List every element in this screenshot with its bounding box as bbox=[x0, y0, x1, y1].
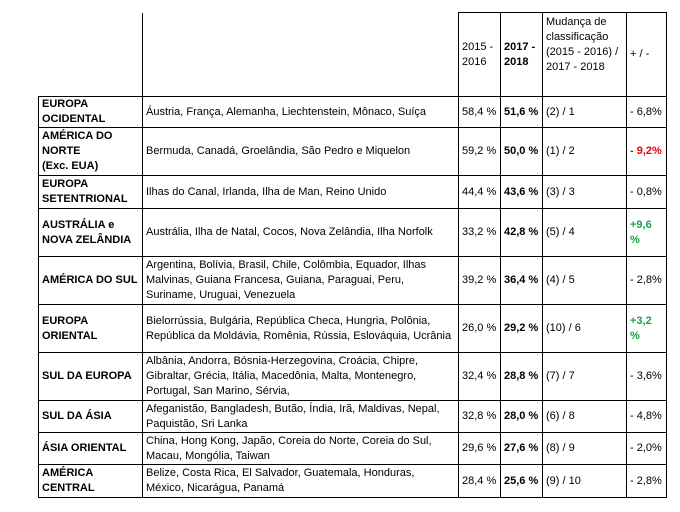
header-blank bbox=[143, 13, 459, 97]
table-row bbox=[39, 176, 667, 209]
region-cell bbox=[39, 305, 143, 353]
value-2015-2016: 58,4 % bbox=[459, 97, 501, 128]
countries-cell bbox=[143, 176, 459, 209]
value-2017-2018: 50,0 % bbox=[501, 128, 543, 176]
countries-cell bbox=[143, 257, 459, 305]
change-value: - 2,8% bbox=[627, 465, 667, 498]
rank-change: (2) / 1 bbox=[543, 97, 627, 128]
rank-change: (1) / 2 bbox=[543, 128, 627, 176]
table-row bbox=[39, 128, 667, 176]
region-cell bbox=[39, 209, 143, 257]
header-plus-minus-label: + / - bbox=[630, 48, 650, 60]
table-row bbox=[39, 353, 667, 401]
rank-change: (8) / 9 bbox=[543, 433, 627, 465]
region-cell bbox=[39, 128, 143, 176]
change-value: - 9,2% bbox=[627, 128, 667, 176]
countries-list: Áustria, França, Alemanha, Liechtenstein, Mônaco, Suíça bbox=[146, 105, 427, 118]
table-row bbox=[39, 257, 667, 305]
countries-cell bbox=[143, 97, 459, 128]
rank-change: (7) / 7 bbox=[543, 353, 627, 401]
rank-change: (3) / 3 bbox=[543, 176, 627, 209]
region-name: AMÉRICA CENTRAL bbox=[42, 467, 95, 494]
region-name: ÁSIA ORIENTAL bbox=[42, 442, 127, 454]
value-2017-2018: 43,6 % bbox=[501, 176, 543, 209]
region-name: EUROPA OCIDENTAL bbox=[42, 98, 106, 125]
region-cell bbox=[39, 353, 143, 401]
value-2017-2018: 25,6 % bbox=[501, 465, 543, 498]
countries-cell bbox=[143, 465, 459, 498]
header-plus-minus bbox=[627, 13, 667, 97]
change-value: - 2,8% bbox=[627, 257, 667, 305]
value-2015-2016: 26,0 % bbox=[459, 305, 501, 353]
region-name: AMÉRICA DO NORTE bbox=[42, 130, 113, 157]
region-name: SUL DA EUROPA bbox=[42, 370, 132, 382]
change-value: +3,2 % bbox=[627, 305, 667, 353]
value-2017-2018: 29,2 % bbox=[501, 305, 543, 353]
value-2017-2018: 27,6 % bbox=[501, 433, 543, 465]
region-cell bbox=[39, 257, 143, 305]
header-2017-2018 bbox=[501, 13, 543, 97]
countries-cell bbox=[143, 209, 459, 257]
table-row bbox=[39, 97, 667, 128]
region-name: AMÉRICA DO SUL bbox=[42, 274, 138, 286]
countries-list: Ilhas do Canal, Irlanda, Ilha de Man, Reino Unido bbox=[146, 185, 387, 198]
value-2017-2018: 28,8 % bbox=[501, 353, 543, 401]
rank-change: (4) / 5 bbox=[543, 257, 627, 305]
countries-list: Bermuda, Canadá, Groelândia, São Pedro e Miquelon bbox=[146, 145, 411, 157]
change-value: - 0,8% bbox=[627, 176, 667, 209]
countries-cell bbox=[143, 305, 459, 353]
rank-change: (10) / 6 bbox=[543, 305, 627, 353]
region-name: EUROPA ORIENTAL bbox=[42, 314, 98, 342]
change-value: - 2,0% bbox=[627, 433, 667, 465]
table-row bbox=[39, 465, 667, 498]
change-value: - 6,8% bbox=[627, 97, 667, 128]
header-rank-change bbox=[543, 13, 627, 97]
region-cell bbox=[39, 465, 143, 498]
countries-cell bbox=[143, 401, 459, 433]
region-cell bbox=[39, 97, 143, 128]
value-2015-2016: 39,2 % bbox=[459, 257, 501, 305]
header-rank-change-label: Mudança de classificação (2015 - 2016) / 2017 - 2018 bbox=[546, 16, 619, 73]
header-blank bbox=[39, 13, 143, 97]
header-2015-2016 bbox=[459, 13, 501, 97]
countries-cell bbox=[143, 353, 459, 401]
header-2017-2018-label: 2017 - 2018 bbox=[504, 40, 536, 68]
rank-change: (9) / 10 bbox=[543, 465, 627, 498]
rank-change: (6) / 8 bbox=[543, 401, 627, 433]
countries-list: Albânia, Andorra, Bósnia-Herzegovina, Croácia, Chipre, Gibraltar, Grécia, Itália, Macedônia, Malta, Montenegro, Portugal, San Marino, Sérvia, bbox=[146, 355, 419, 397]
region-name: AUSTRÁLIA e NOVA ZELÂNDIA bbox=[42, 218, 132, 246]
region-cell bbox=[39, 401, 143, 433]
table-row bbox=[39, 305, 667, 353]
table-row bbox=[39, 209, 667, 257]
countries-cell bbox=[143, 433, 459, 465]
value-2015-2016: 44,4 % bbox=[459, 176, 501, 209]
countries-list: Afeganistão, Bangladesh, Butão, Índia, Irã, Maldivas, Nepal, Paquistão, Sri Lanka bbox=[146, 402, 440, 430]
region-note: (Exc. EUA) bbox=[42, 160, 99, 172]
header-row bbox=[39, 13, 667, 97]
value-2017-2018: 28,0 % bbox=[501, 401, 543, 433]
change-value: +9,6 % bbox=[627, 209, 667, 257]
countries-list: Austrália, Ilha de Natal, Cocos, Nova Zelândia, Ilha Norfolk bbox=[146, 226, 433, 238]
table-row bbox=[39, 401, 667, 433]
value-2017-2018: 42,8 % bbox=[501, 209, 543, 257]
header-2015-2016-label: 2015 - 2016 bbox=[462, 40, 494, 68]
countries-list: Argentina, Bolívia, Brasil, Chile, Colômbia, Equador, Ilhas Malvinas, Guiana Francesa, Guiana, Paraguai, Peru, Suriname, Uruguai, Venezuela bbox=[146, 259, 427, 301]
value-2015-2016: 28,4 % bbox=[459, 465, 501, 498]
countries-list: China, Hong Kong, Japão, Coreia do Norte, Coreia do Sul, Macau, Mongólia, Taiwan bbox=[146, 434, 432, 462]
countries-list: Belize, Costa Rica, El Salvador, Guatemala, Honduras, México, Nicarágua, Panamá bbox=[146, 467, 415, 494]
region-name: EUROPA SETENTRIONAL bbox=[42, 178, 128, 205]
region-cell bbox=[39, 176, 143, 209]
countries-list: Bielorrússia, Bulgária, República Checa, Hungria, Polônia, República da Moldávia, Romênia, Rússia, Eslováquia, Ucrânia bbox=[146, 314, 452, 342]
value-2015-2016: 32,4 % bbox=[459, 353, 501, 401]
ranking-table bbox=[38, 12, 667, 498]
value-2015-2016: 33,2 % bbox=[459, 209, 501, 257]
change-value: - 4,8% bbox=[627, 401, 667, 433]
value-2015-2016: 29,6 % bbox=[459, 433, 501, 465]
rank-change: (5) / 4 bbox=[543, 209, 627, 257]
region-name: SUL DA ÁSIA bbox=[42, 410, 112, 422]
value-2017-2018: 51,6 % bbox=[501, 97, 543, 128]
change-value: - 3,6% bbox=[627, 353, 667, 401]
region-cell bbox=[39, 433, 143, 465]
value-2015-2016: 59,2 % bbox=[459, 128, 501, 176]
table-row bbox=[39, 433, 667, 465]
value-2017-2018: 36,4 % bbox=[501, 257, 543, 305]
value-2015-2016: 32,8 % bbox=[459, 401, 501, 433]
countries-cell bbox=[143, 128, 459, 176]
